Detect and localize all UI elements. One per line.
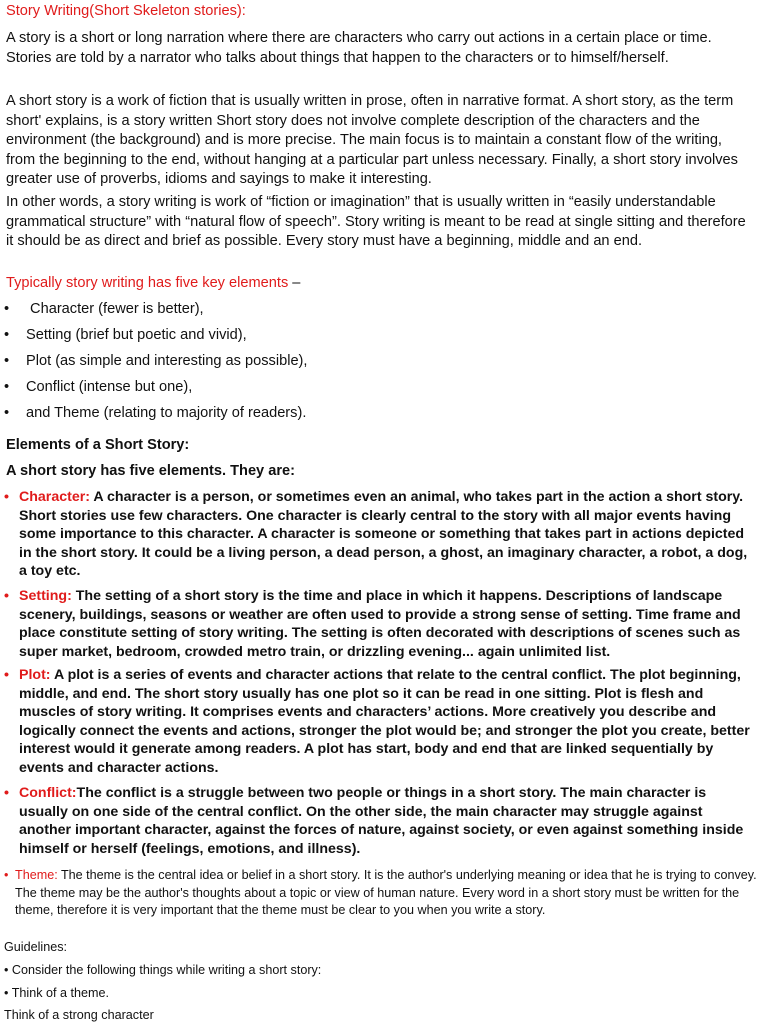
element-term: Conflict:: [19, 785, 77, 801]
key-element-label: Plot (as simple and interesting as possible),: [26, 353, 308, 369]
element-term: Theme:: [15, 868, 58, 882]
element-term: Setting:: [19, 588, 72, 604]
key-elements-heading-dash: –: [288, 275, 301, 291]
bullet-icon: •: [4, 963, 9, 977]
key-element-label: Setting (brief but poetic and vivid),: [26, 327, 247, 343]
bullet-icon: •: [4, 588, 9, 604]
elements-heading: Elements of a Short Story:: [6, 437, 190, 453]
element-description: The setting of a short story is the time and place in which it happens. Descriptions of landscape scenery, buildings, seasons or weather are often used to provide a strong sense of setting. Time frame and place constitute setting of story writing. The setting is often decorated with descriptions of scenes such as super market, bedroom, crowded metro train, or drizzling evening... again unlimited list.: [19, 588, 741, 660]
guideline-text: Consider the following things while writing a short story:: [11, 963, 322, 977]
key-element-item: [4, 352, 307, 372]
element-character: [4, 488, 754, 581]
element-conflict: [4, 784, 754, 858]
bullet-icon: •: [4, 405, 10, 421]
key-element-label: Conflict (intense but one),: [26, 379, 193, 395]
guideline-text: Think of a theme.: [11, 986, 110, 1000]
bullet-icon: •: [4, 986, 9, 1000]
key-element-item: [4, 326, 247, 346]
intro-paragraph-2: A short story is a work of fiction that is usually written in prose, often in narrative format. A short story, as the term short' explains, is a story written Short story does not involve complete description of the characters and the environment (the background) and is more precise. The main focus is to maintain a constant flow of the writing, from the beginning to the end, without hanging at a particular part unless necessary. Finally, a short story involves greater use of proverbs, idioms and sayings to make it interesting.: [6, 93, 738, 188]
key-element-label: Character (fewer is better),: [26, 301, 204, 317]
bullet-icon: •: [4, 785, 9, 801]
element-description: A plot is a series of events and character actions that relate to the central conflict. The plot beginning, middle, and end. The short story usually has one plot so it can be read in one sitting. Plot is flesh and muscles of story writing. It comprises events and characters’ actions. More creatively you describe and logically connect the events and actions, stronger the plot would be; and stronger the plot you create, better interest would it generate among readers. A plot has start, body and end that are linked sequentially by events and character actions.: [19, 667, 750, 776]
guideline-item: [4, 985, 762, 1003]
document-title: Story Writing(Short Skeleton stories):: [6, 3, 246, 19]
element-setting: [4, 587, 754, 661]
element-theme: [4, 867, 762, 920]
bullet-icon: •: [4, 667, 9, 683]
guideline-last-line: Think of a strong character: [4, 1008, 154, 1022]
key-elements-heading: [6, 274, 754, 294]
key-element-item: [4, 300, 204, 320]
intro-paragraph-3: In other words, a story writing is work of “fiction or imagination” that is usually written in “easily understandable grammatical structure” with “natural flow of speech”. Story writing is meant to be read at single sitting and therefore it should be as direct and brief as possible. Every story must have a beginning, middle and an end.: [6, 194, 746, 250]
bullet-icon: •: [4, 379, 10, 395]
element-description: The conflict is a struggle between two people or things in a short story. The main character is usually on one side of the central conflict. On the other side, the main character may struggle against another important character, against the forces of nature, against society, or even against something inside himself or herself (feelings, emotions, and illness).: [19, 785, 744, 857]
intro-paragraph-1: A story is a short or long narration where there are characters who carry out actions in a certain place or time. Stories are told by a narrator who talks about things that happen to the characters or to himself/herself.: [6, 30, 712, 66]
guideline-item: [4, 962, 762, 980]
bullet-icon: •: [4, 327, 10, 343]
element-term: Character:: [19, 489, 90, 505]
element-description: A character is a person, or sometimes even an animal, who takes part in the action a short story. Short stories use few characters. One character is clearly central to the story with all major events having some importance to this character. A character is someone or something that takes part in actions depicted in the short story. It could be a living person, a dead person, a ghost, an imaginary character, a robot, a dog, a toy etc.: [19, 489, 748, 580]
bullet-icon: •: [4, 353, 10, 369]
bullet-icon: •: [4, 301, 10, 317]
key-element-item: [4, 378, 192, 398]
element-term: Plot:: [19, 667, 51, 683]
element-description: The theme is the central idea or belief in a short story. It is the author's underlying meaning or idea that he is trying to convey. The theme may be the author's thoughts about a topic or view of human nature. Every word in a short story must be written for the theme, therefore it is very important that the theme must be clear to you when you write a story.: [15, 868, 757, 917]
guidelines-heading: Guidelines:: [4, 940, 68, 954]
bullet-icon: •: [4, 868, 9, 882]
element-plot: [4, 666, 754, 778]
key-element-label: and Theme (relating to majority of readers).: [26, 405, 307, 421]
elements-subheading: A short story has five elements. They are:: [6, 463, 296, 479]
bullet-icon: •: [4, 489, 9, 505]
key-element-item: [4, 404, 306, 424]
key-elements-heading-text: Typically story writing has five key elements: [6, 275, 289, 291]
